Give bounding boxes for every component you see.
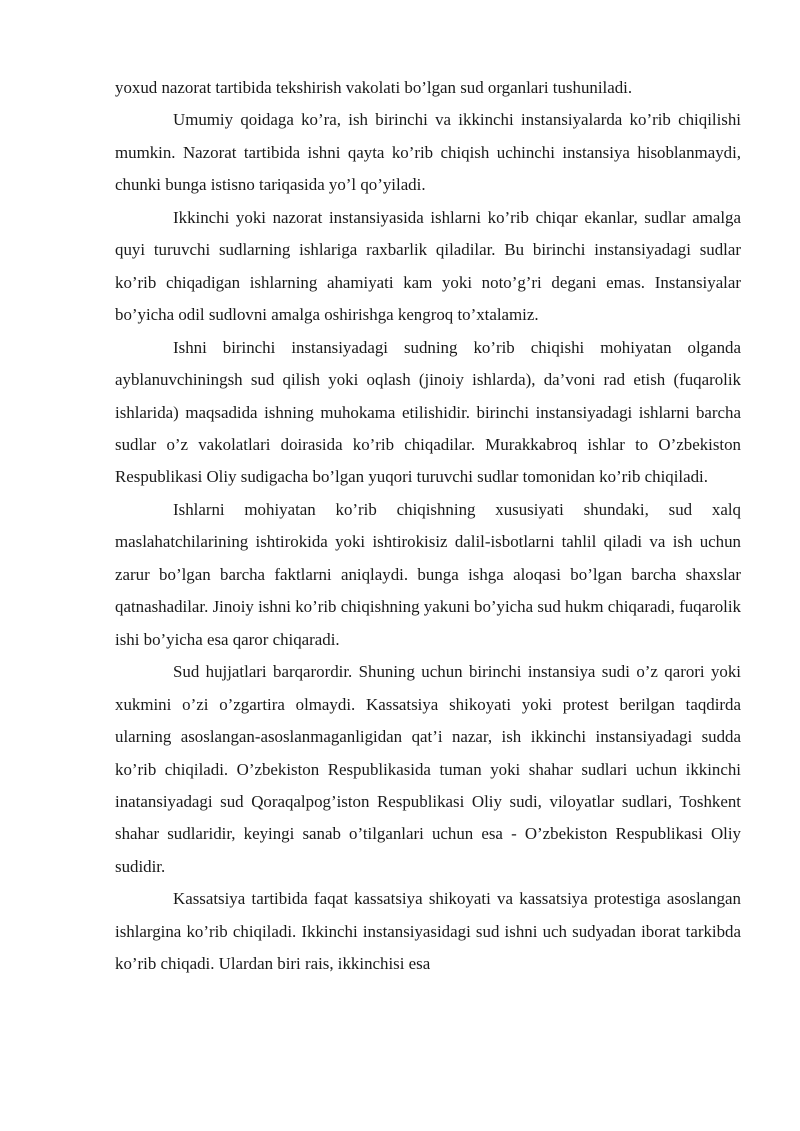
document-body — [115, 72, 741, 981]
paragraph: Ishni birinchi instansiyadagi sudning ko’rib chiqishi mohiyatan olganda ayblanuvchiningsh sud qilish yoki oqlash (jinoiy ishlarda), da’voni rad etish (fuqarolik ishlarida) maqsadida ishning muhokama etilishidir. birinchi instansiyadagi ishlarni barcha sudlar o’z vakolatlari doirasida ko’rib chiqadilar. Murakkabroq ishlar to O’zbekiston Respublikasi Oliy sudigacha bo’lgan yuqori turuvchi sudlar tomonidan ko’rib chiqiladi. — [115, 337, 741, 487]
paragraph: Kassatsiya tartibida faqat kassatsiya shikoyati va kassatsiya protestiga asoslangan ishlargina ko’rib chiqiladi. Ikkinchi instansiyasidagi sud ishni uch sudyadan iborat tarkibda ko’rib chiqadi. Ulardan biri rais, ikkinchisi esa — [115, 889, 741, 974]
paragraph: Ishlarni mohiyatan ko’rib chiqishning xususiyati shundaki, sud xalq maslahatchilarining ishtirokida yoki ishtirokisiz dalil-isbotlarni tahlil qiladi va ish uchun zarur bo’lgan barcha faktlarni aniqlaydi. bunga ishga aloqasi bo’lgan barcha shaxslar qatnashadilar. Jinoiy ishni ko’rib chiqishning yakuni bo’yicha sud hukm chiqaradi, fuqarolik ishi bo’yicha esa qaror chiqaradi. — [115, 499, 741, 649]
paragraph: Umumiy qoidaga ko’ra, ish birinchi va ikkinchi instansiyalarda ko’rib chiqilishi mumkin. Nazorat tartibida ishni qayta ko’rib chiqish uchinchi instansiya hisoblanmaydi, chunki bunga istisno tariqasida yo’l qo’yiladi. — [115, 110, 741, 195]
paragraph-continuation: yoxud nazorat tartibida tekshirish vakolati bo’lgan sud organlari tushuniladi. — [115, 78, 633, 97]
paragraph: Sud hujjatlari barqarordir. Shuning uchun birinchi instansiya sudi o’z qarori yoki xukmini o’zi o’zgartira olmaydi. Kassatsiya shikoyati yoki protest berilgan taqdirda ularning asoslangan-asoslanmaganligidan qat’i nazar, ish ikkinchi instansiyadagi sudda ko’rib chiqiladi. O’zbekiston Respublikasida tuman yoki shahar sudlari uchun ikkinchi inatansiyadagi sud Qoraqalpog’iston Respublikasi Oliy sudi, viloyatlar sudlari, Toshkent shahar sudlaridir, keyingi sanab o’tilganlari uchun esa - O’zbekiston Respublikasi Oliy sudidir. — [115, 662, 741, 876]
paragraph: Ikkinchi yoki nazorat instansiyasida ishlarni ko’rib chiqar ekanlar, sudlar amalga quyi turuvchi sudlarning ishlariga raxbarlik qiladilar. Bu birinchi instansiyadagi sudlar ko’rib chiqadigan ishlarning ahamiyati kam yoki noto’g’ri degani emas. Instansiyalar bo’yicha odil sudlovni amalga oshirishga kengroq to’xtalamiz. — [115, 207, 741, 325]
